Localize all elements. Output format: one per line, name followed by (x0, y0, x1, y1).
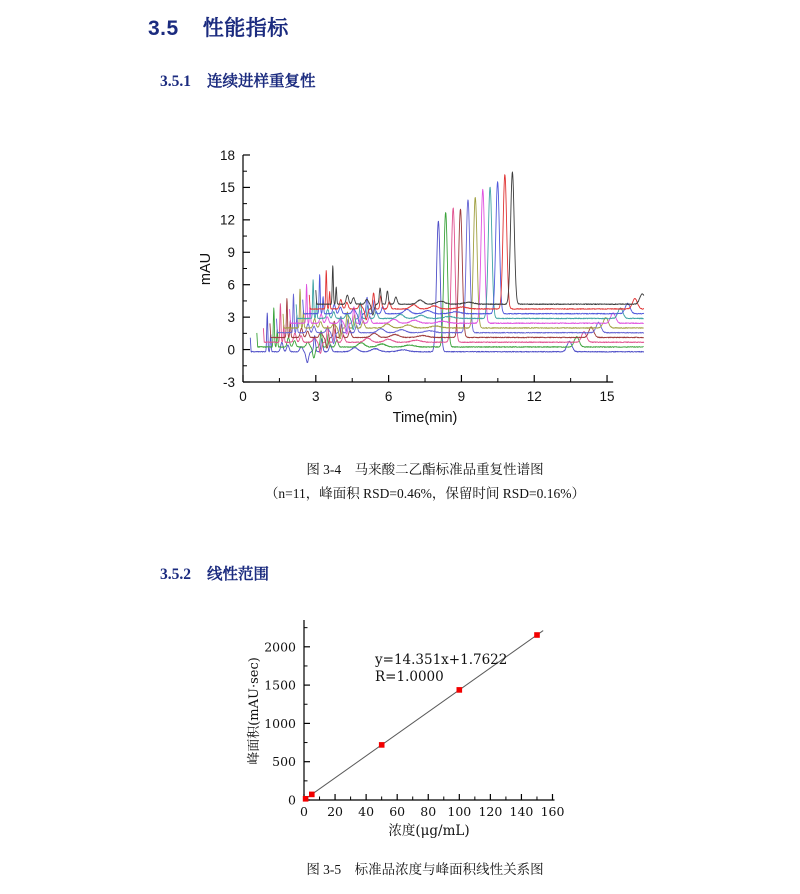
chromatogram-trace-10 (309, 175, 643, 320)
y-tick-label: 18 (219, 147, 235, 163)
x-tick-label: 100 (447, 804, 472, 819)
chromatogram-trace-5 (276, 200, 643, 344)
x-tick-label: 60 (389, 804, 406, 819)
x-tick-label: 0 (239, 389, 247, 404)
subsection-number: 3.5.2 (160, 566, 191, 583)
section-heading (148, 12, 289, 42)
figure-3-4-caption-line2: （n=11，峰面积 RSD=0.46%，保留时间 RSD=0.16%） (264, 485, 586, 501)
chromatogram-svg (190, 142, 660, 442)
x-tick-label: 40 (358, 804, 375, 819)
subsection-title: 连续进样重复性 (207, 73, 316, 90)
y-tick-label: 0 (288, 792, 296, 808)
y-tick-label: 12 (219, 212, 235, 228)
y-tick-label: 1500 (264, 677, 296, 693)
x-tick-label: 140 (509, 804, 534, 819)
y-axis-title: 峰面积(mAU·sec) (247, 657, 262, 765)
x-tick-label: 3 (312, 389, 320, 404)
y-tick-label: -3 (222, 374, 235, 390)
subsection-heading-351 (160, 69, 316, 91)
data-point-marker (457, 687, 463, 693)
figure-3-4-caption-line1: 图 3-4 马来酸二乙酯标准品重复性谱图 (306, 462, 544, 477)
x-tick-label: 15 (599, 389, 615, 404)
subsection-title: 线性范围 (207, 566, 270, 583)
data-point-marker (309, 792, 315, 798)
figure-3-4-caption (150, 458, 700, 505)
subsection-number: 3.5.1 (160, 73, 191, 90)
y-tick-label: 6 (227, 277, 235, 293)
x-tick-label: 160 (540, 804, 565, 819)
x-tick-label: 0 (300, 804, 308, 819)
subsection-heading-352 (160, 562, 269, 584)
traces (250, 172, 644, 363)
y-tick-label: 0 (227, 342, 235, 358)
y-tick-label: 500 (272, 754, 296, 770)
y-tick-label: 9 (227, 245, 235, 261)
axes (198, 148, 615, 426)
section-title: 性能指标 (202, 17, 289, 40)
figure-3-5-caption (150, 858, 700, 882)
x-tick-label: 120 (478, 804, 503, 819)
y-tick-label: 2000 (264, 639, 296, 655)
figure-3-5-caption-line1: 图 3-5 标准品浓度与峰面积线性关系图 (306, 862, 544, 877)
repeatability-chromatogram-figure (190, 142, 660, 442)
y-tick-label: 3 (227, 309, 235, 325)
x-tick-label: 12 (526, 389, 542, 404)
x-tick-label: 6 (384, 389, 393, 404)
section-number: 3.5 (148, 17, 179, 40)
x-axis-title: Time(min) (392, 410, 458, 426)
y-tick-label: 15 (219, 180, 235, 196)
data-point-marker (379, 742, 385, 748)
data-point-marker (303, 796, 309, 802)
y-axis-title: mAU (198, 252, 214, 286)
fit-r-label: R=1.0000 (375, 669, 444, 685)
y-tick-label: 1000 (264, 715, 296, 731)
linearity-svg (240, 608, 585, 848)
x-axis-title: 浓度(μg/mL) (388, 823, 470, 839)
fit-equation-label: y=14.351x+1.7622 (375, 652, 508, 668)
x-tick-label: 20 (327, 804, 344, 819)
data-point-marker (534, 632, 540, 638)
chromatogram-trace-6 (283, 197, 644, 338)
x-tick-label: 9 (457, 389, 466, 404)
linearity-plot-figure (240, 608, 585, 848)
x-tick-label: 80 (420, 804, 437, 819)
